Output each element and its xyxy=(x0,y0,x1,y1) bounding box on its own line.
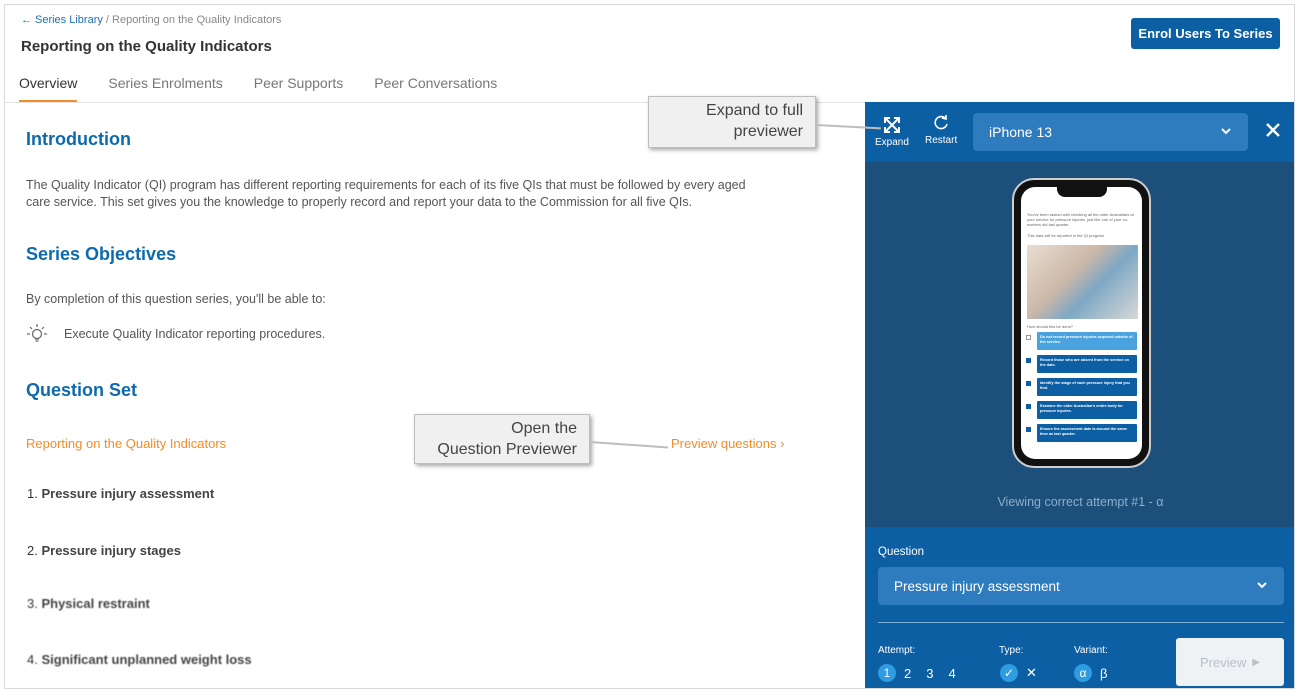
viewing-attempt-text: Viewing correct attempt #1 - α xyxy=(997,495,1164,509)
play-icon: ▶ xyxy=(1252,656,1260,668)
screen-option[interactable]: Do not record pressure injuries acquired outside of the service. xyxy=(1037,332,1137,350)
question-item[interactable] xyxy=(27,652,252,667)
question-select[interactable] xyxy=(878,567,1284,605)
tab-bar xyxy=(19,73,528,103)
callout-pointer xyxy=(590,441,668,448)
introduction-line: The Quality Indicator (QI) program has different reporting requirements for each of its five QIs that must be followed by every aged xyxy=(26,178,746,192)
screen-option[interactable]: Record those who are absent from the service on the date. xyxy=(1037,355,1137,373)
callout-text: previewer xyxy=(733,123,803,140)
variant-option[interactable]: β xyxy=(1100,665,1108,681)
nurse-patient-image xyxy=(1027,245,1138,319)
preview-button[interactable] xyxy=(1176,638,1284,686)
chevron-down-icon xyxy=(1256,579,1268,591)
screen-option[interactable]: Ensure the assessment date is around the same time as last quarter. xyxy=(1037,424,1137,442)
variant-option-selected[interactable]: α xyxy=(1074,664,1092,682)
screen-checkbox[interactable] xyxy=(1026,404,1031,409)
introduction-text xyxy=(26,177,746,211)
screen-option[interactable]: Examine the older Australian's entire body for pressure injuries. xyxy=(1037,401,1137,419)
attempt-option[interactable]: 2 xyxy=(904,665,912,681)
preview-button-label: Preview xyxy=(1200,654,1247,670)
attempt-option-selected[interactable]: 1 xyxy=(878,664,896,682)
question-set-link[interactable]: Reporting on the Quality Indicators xyxy=(26,436,227,451)
device-select[interactable] xyxy=(973,113,1248,151)
callout-text: Expand to full xyxy=(706,102,803,119)
previewer-toolbar xyxy=(865,102,1295,162)
page-title: Reporting on the Quality Indicators xyxy=(21,38,272,55)
device-select-value: iPhone 13 xyxy=(989,124,1053,140)
tab-peer-supports[interactable]: Peer Supports xyxy=(253,75,344,91)
objectives-heading: Series Objectives xyxy=(26,244,177,264)
variant-options xyxy=(1074,664,1122,682)
question-select-label: Question xyxy=(878,546,925,558)
expand-button[interactable] xyxy=(875,116,909,148)
preview-questions-link[interactable] xyxy=(671,436,784,451)
enrol-users-button[interactable]: Enrol Users To Series xyxy=(1131,18,1280,49)
attempt-label: Attempt: xyxy=(878,645,916,656)
type-options xyxy=(1000,664,1037,682)
breadcrumb-series-library[interactable]: Series Library xyxy=(35,14,103,26)
question-previewer-panel xyxy=(865,102,1295,689)
controls-divider xyxy=(878,622,1284,623)
screen-option[interactable]: Identify the stage of each pressure injury that you find. xyxy=(1037,378,1137,396)
attempt-options xyxy=(878,664,971,682)
screen-note: This data will be reported in the QI program. xyxy=(1027,233,1106,238)
screen-checkbox[interactable] xyxy=(1026,427,1031,432)
restart-icon xyxy=(932,114,950,132)
question-set-heading: Question Set xyxy=(26,380,138,400)
restart-label: Restart xyxy=(925,135,958,146)
question-select-value: Pressure injury assessment xyxy=(894,578,1060,594)
callout-open-previewer xyxy=(414,414,590,464)
introduction-heading: Introduction xyxy=(26,129,131,149)
phone-screen[interactable] xyxy=(1021,187,1142,459)
objectives-intro: By completion of this question series, you'll be able to: xyxy=(26,292,326,306)
question-item[interactable] xyxy=(27,486,214,501)
screen-checkbox[interactable] xyxy=(1026,358,1031,363)
breadcrumb-current: Reporting on the Quality Indicators xyxy=(112,14,282,26)
type-label: Type: xyxy=(999,645,1024,656)
tab-series-enrolments[interactable]: Series Enrolments xyxy=(108,75,223,91)
app-frame xyxy=(4,4,1295,689)
question-number: 1. xyxy=(27,486,38,501)
question-title: Pressure injury assessment xyxy=(41,486,215,501)
tab-peer-conversations[interactable]: Peer Conversations xyxy=(374,75,498,91)
screen-question: How should this be done? xyxy=(1027,324,1074,329)
breadcrumb-separator: / xyxy=(105,14,109,26)
screen-checkbox[interactable] xyxy=(1026,335,1031,340)
question-number: 2. xyxy=(27,543,38,558)
objective-text: Execute Quality Indicator reporting procedures. xyxy=(64,327,326,341)
attempt-option[interactable]: 3 xyxy=(926,665,934,681)
lightbulb-icon xyxy=(26,323,48,345)
check-icon[interactable]: ✓ xyxy=(1000,664,1018,682)
callout-expand xyxy=(648,96,816,148)
objective-item xyxy=(26,323,325,345)
question-title: Pressure injury stages xyxy=(41,543,181,558)
callout-text: Question Previewer xyxy=(437,441,577,458)
variant-label: Variant: xyxy=(1074,645,1108,656)
chevron-down-icon xyxy=(1220,125,1232,137)
question-item[interactable] xyxy=(27,596,150,611)
chevron-right-icon: › xyxy=(780,436,785,451)
question-title: Significant unplanned weight loss xyxy=(41,652,252,667)
attempt-option[interactable]: 4 xyxy=(948,665,956,681)
screen-intro: You've been tasked with checking all the older Australians at your service for pressure injuries, just like one of your co-workers did last quarter. xyxy=(1027,212,1134,227)
breadcrumb xyxy=(21,14,281,26)
cross-icon[interactable]: ✕ xyxy=(1026,665,1037,680)
previewer-controls xyxy=(865,527,1295,689)
question-number: 3. xyxy=(27,596,38,611)
introduction-line: care service. This set gives you the knowledge to properly record and report your data to the Commission for all five QIs. xyxy=(26,195,693,209)
question-number: 4. xyxy=(27,652,38,667)
phone-preview xyxy=(1012,178,1151,468)
screen-checkbox[interactable] xyxy=(1026,381,1031,386)
restart-button[interactable] xyxy=(925,114,957,146)
close-icon[interactable] xyxy=(1265,122,1281,138)
callout-text: Open the xyxy=(511,420,577,437)
preview-questions-label: Preview questions xyxy=(671,436,777,451)
phone-notch xyxy=(1057,187,1107,197)
question-item[interactable] xyxy=(27,543,181,558)
expand-label: Expand xyxy=(875,137,909,148)
tab-overview[interactable]: Overview xyxy=(19,73,77,103)
expand-icon xyxy=(883,116,901,134)
question-title: Physical restraint xyxy=(41,596,150,611)
back-arrow-icon[interactable]: ← xyxy=(21,14,32,26)
